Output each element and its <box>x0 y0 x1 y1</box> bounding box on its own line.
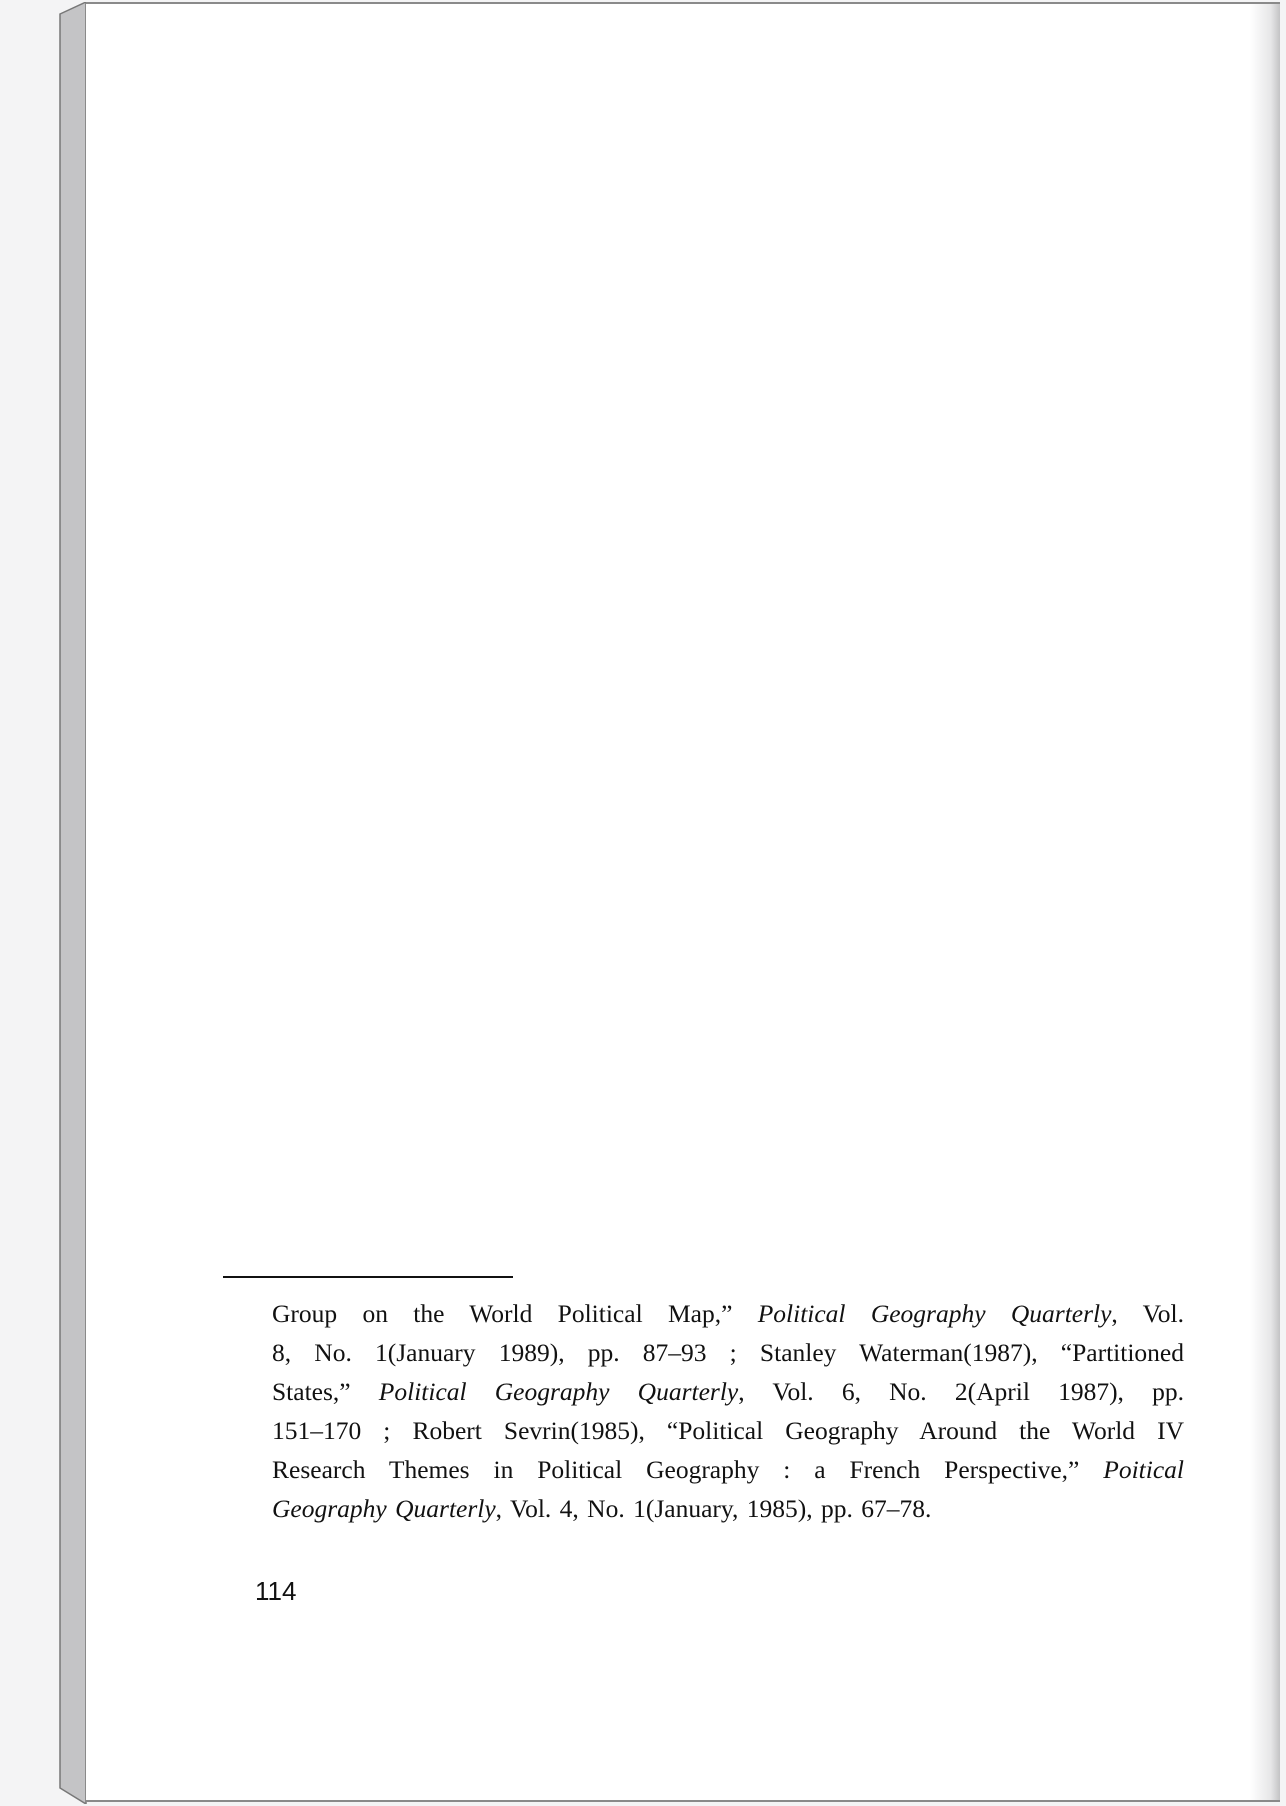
footnote-line: Geography Quarterly, Vol. 4, No. 1(January, 1985), pp. 67–78. <box>272 1494 932 1523</box>
document-page <box>86 2 1280 1802</box>
page-edge <box>58 2 88 1804</box>
page-number: 114 <box>255 1576 297 1606</box>
footnote-text <box>272 1294 1184 1528</box>
footnote-line: 8, No. 1(January 1989), pp. 87–93 ; Stanley Waterman(1987), “Partitioned <box>272 1338 1184 1367</box>
page-shadow <box>1250 4 1280 1800</box>
footnote-separator <box>223 1276 513 1278</box>
footnote-line: 151–170 ; Robert Sevrin(1985), “Political Geography Around the World IV <box>272 1416 1184 1445</box>
footnote-line: Group on the World Political Map,” Political Geography Quarterly, Vol. <box>272 1299 1184 1328</box>
footnote-line: Research Themes in Political Geography : a French Perspective,” Poitical <box>272 1455 1184 1484</box>
footnote-line: States,” Political Geography Quarterly, Vol. 6, No. 2(April 1987), pp. <box>272 1377 1184 1406</box>
